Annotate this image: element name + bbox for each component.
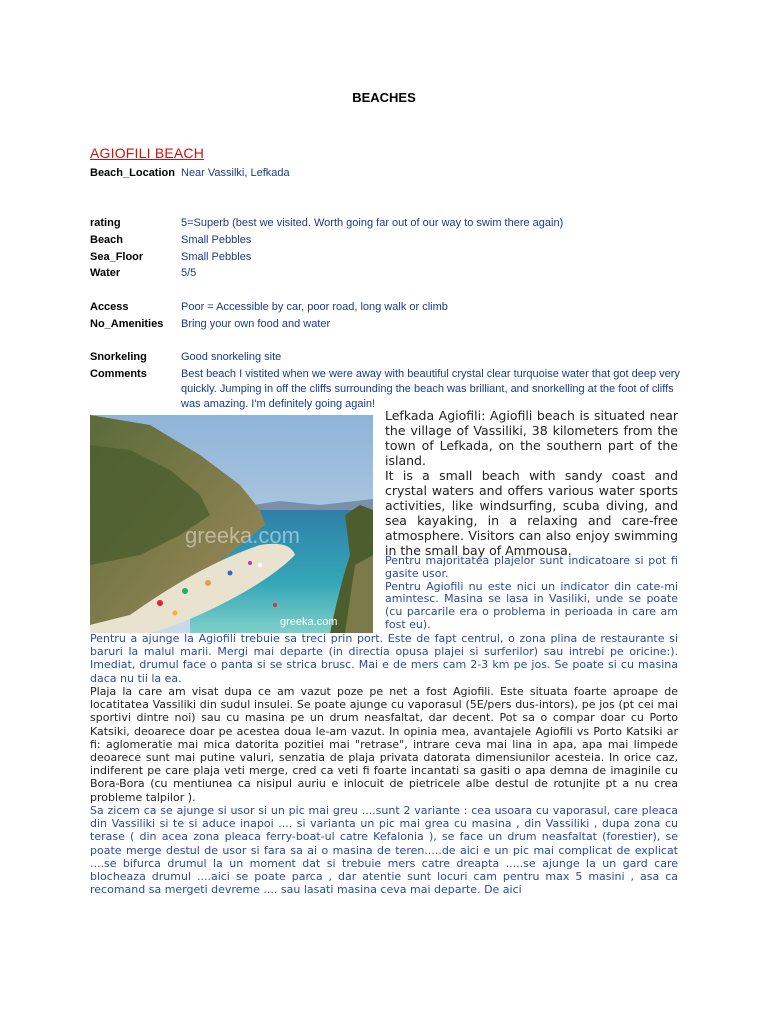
access-row — [90, 300, 448, 314]
photo-caption: greeka.com — [280, 616, 338, 628]
comments-label: Comments — [90, 368, 147, 380]
romanian-directions-intro — [385, 555, 678, 632]
location-row — [90, 166, 290, 180]
snorkeling-row — [90, 350, 281, 364]
rating-row — [90, 216, 563, 230]
access-label: Access — [90, 301, 129, 313]
beach-photo — [90, 415, 373, 633]
page-title: BEACHES — [352, 90, 416, 105]
water-row — [90, 266, 196, 280]
paragraph-comparison: Plaja la care am visat dupa ce am vazut poze pe net a fost Agiofili. Este situata foarte aproape de locatitatea Vassiliki din sudul insulei. Se poate ajunge cu vaporasul (5E/pers dus-intors), pe jos (pt cei mai sportivi dintre noi) sau cu masina pe un drum neasfaltat, dar decent. Pot sa o compar doar cu Porto Katsiki, deoarece doar pe acestea doua le-am vazut. In opinia mea, avantajele Agiofili vs Porto Katsiki ar fi: aglomeratie mai mica datorita pozitiei mai "retrase", intrare ceva mai lina in apa, apa mai limpede deoarece sunt mai putine valuri, senzatia de plaja privata datorata dimensiunilor acesteia. In orice caz, indiferent pe care plaja veti merge, cred ca veti fi foarte incantati sa gasiti o apa demna de imaginile cu Bora-Bora (cu mentiunea ca nisipul auriu e inlocuit de pietricele albe destul de rotunjite pt a nu crea probleme talpilor ). — [90, 685, 678, 804]
paragraph-route: Pentru a ajunge la Agiofili trebuie sa treci prin port. Este de fapt centrul, o zona plina de restaurante si baruri la malul marii. Mergi mai departe (in directia opusa plajei si surferilor) sau intrebi pe oricine:). Imediat, drumul face o panta si se strica brusc. Mai e de mers cam 2-3 km pe jos. Se poate si cu masina daca nu tii la ea. — [90, 632, 678, 685]
snorkeling-label: Snorkeling — [90, 351, 147, 363]
english-description-text: Lefkada Agiofili: Agiofili beach is situated near the village of Vassiliki, 38 kilometers from the town of Lefkada, on the southern part of the island. It is a small beach with sandy coast and crystal waters and offers various water sports activities, like windsurfing, scuba diving, and sea kayaking, in a relaxing and care-free atmosphere. Visitors can also enjoy swimming in the small bay of Ammousa. — [385, 408, 678, 558]
romanian-directions-text: Pentru majoritatea plajelor sunt indicatoare si pot fi gasite usor. Pentru Agiofili nu este nici un indicator din cate-mi amintesc. Masina se lasa in Vasiliki, unde se poate (cu parcarile era o problema in perioada in care am fost eu). — [385, 554, 678, 631]
location-value: Near Vassilki, Lefkada — [181, 167, 290, 179]
english-description — [385, 408, 678, 558]
sea-floor-value: Small Pebbles — [181, 251, 252, 263]
amenities-label: No_Amenities — [90, 318, 164, 330]
beach-type-row — [90, 233, 251, 247]
water-value: 5/5 — [181, 267, 197, 279]
beach-name-heading: AGIOFILI BEACH — [90, 145, 205, 161]
sea-floor-label: Sea_Floor — [90, 251, 144, 263]
paragraph-access-options: Sa zicem ca se ajunge si usor si un pic mai greu ....sunt 2 variante : cea usoara cu vaporasul, care pleaca din Vassiliki si te si aduce inapoi .... si varianta un pic mai grea cu masina , din Vassiliki , dupa zona cu terase ( din acea zona pleaca ferry-boat-ul catre Kefalonia ), se face un drum neasfaltat (forestier), se poate merge destul de usor si fara sa ai o masina de teren.....de aici e un pic mai complicat de explicat ....se bifurca drumul la un moment dat si trebuie mers catre dreapta .....se ajunge la un gard care blocheaza drumul ....aici se poate parca , dar atentie sunt locuri cam pentru max 5 masini , asa ca recomand sa mergeti devreme .... sau lasati masina ceva mai departe. De aici — [90, 804, 678, 897]
photo-watermark: greeka.com — [185, 523, 300, 548]
comments-value: Best beach I vistited when we were away with beautiful crystal clear turquoise water that got deep very quickly. Jumping in off the cliffs surrounding the beach was brilliant, and snorkelling at the foot of cliffs was amazing. I'm definitely going again! — [181, 368, 680, 410]
amenities-row — [90, 317, 330, 331]
access-value: Poor = Accessible by car, poor road, long walk or climb — [181, 301, 448, 313]
location-label: Beach_Location — [90, 167, 175, 179]
snorkeling-value: Good snorkeling site — [181, 351, 282, 363]
amenities-value: Bring your own food and water — [181, 318, 331, 330]
beach-type-value: Small Pebbles — [181, 234, 252, 246]
beach-type-label: Beach — [90, 234, 124, 246]
sea-floor-row — [90, 250, 251, 264]
water-label: Water — [90, 267, 121, 279]
rating-label: rating — [90, 217, 121, 229]
comments-row — [90, 367, 681, 412]
rating-value: 5=Superb (best we visited. Worth going far out of our way to swim there again) — [181, 217, 564, 229]
